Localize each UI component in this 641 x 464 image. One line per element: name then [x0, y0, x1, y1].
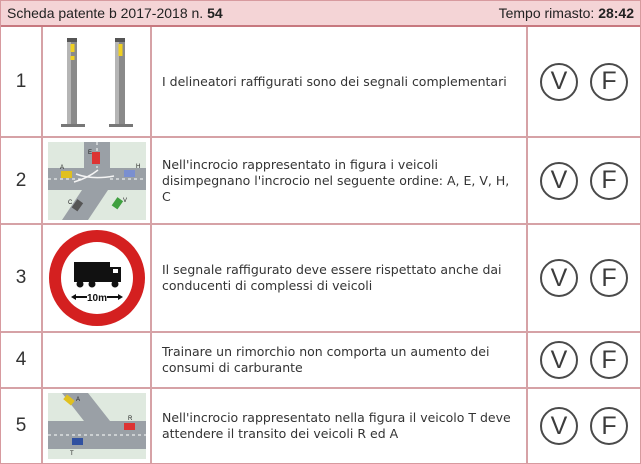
label-a: A	[59, 164, 64, 171]
intersection-diagram	[48, 393, 146, 459]
answer-true-button[interactable]: V	[540, 63, 578, 101]
label-v: V	[122, 197, 127, 204]
question-row	[1, 225, 640, 333]
sign-length-label: 10m	[86, 293, 107, 304]
intersection-diagram	[48, 142, 146, 220]
answer-buttons	[528, 27, 640, 136]
question-image-intersection	[43, 389, 152, 463]
question-row	[1, 27, 640, 138]
timer	[499, 5, 634, 21]
timer-value: 28:42	[598, 5, 634, 21]
answer-true-button[interactable]: V	[540, 162, 578, 200]
question-image-empty	[43, 333, 152, 387]
delineator-posts-image	[47, 30, 147, 134]
label-t: T	[69, 451, 74, 457]
question-image-sign	[43, 225, 152, 331]
vehicle-e-icon	[92, 152, 100, 164]
no-trucks-sign-icon	[47, 228, 147, 328]
delineator-left	[61, 38, 85, 127]
question-text: Il segnale raffigurato deve essere rispettato anche dai conducenti di complessi di veicoli	[152, 225, 528, 331]
label-h: H	[135, 163, 140, 170]
question-number: 4	[1, 333, 43, 387]
vehicle-h-icon	[124, 170, 135, 177]
delineator-right	[109, 38, 133, 127]
answer-false-button[interactable]: F	[590, 63, 628, 101]
question-image-delineators	[43, 27, 152, 136]
answer-buttons	[528, 138, 640, 223]
vehicle-t-icon	[72, 438, 83, 445]
answer-buttons	[528, 389, 640, 463]
vehicle-a-icon	[61, 171, 72, 178]
sheet-number: 54	[207, 5, 223, 21]
question-number: 2	[1, 138, 43, 223]
sheet-header	[1, 1, 640, 27]
answer-true-button[interactable]: V	[540, 407, 578, 445]
answer-true-button[interactable]: V	[540, 341, 578, 379]
label-a: A	[75, 397, 80, 403]
label-r: R	[127, 416, 132, 422]
answer-false-button[interactable]: F	[590, 259, 628, 297]
timer-label: Tempo rimasto:	[498, 5, 595, 21]
question-row	[1, 138, 640, 225]
question-text: Nell'incrocio rappresentato in figura i veicoli disimpegnano l'incrocio nel seguente ordine: A, E, V, H, C	[152, 138, 528, 223]
question-text: I delineatori raffigurati sono dei segnali complementari	[152, 27, 528, 136]
answer-false-button[interactable]: F	[590, 162, 628, 200]
question-number: 5	[1, 389, 43, 463]
label-e: E	[87, 149, 92, 156]
sheet-title: Scheda patente b 2017-2018 n. 54	[7, 5, 223, 21]
label-c: C	[67, 199, 72, 206]
answer-buttons	[528, 333, 640, 387]
question-row	[1, 389, 640, 463]
vehicle-r-icon	[124, 423, 135, 430]
question-number: 1	[1, 27, 43, 136]
answer-true-button[interactable]: V	[540, 259, 578, 297]
question-text: Nell'incrocio rappresentato nella figura il veicolo T deve attendere il transito dei veicoli R ed A	[152, 389, 528, 463]
question-number: 3	[1, 225, 43, 331]
question-row	[1, 333, 640, 389]
answer-false-button[interactable]: F	[590, 341, 628, 379]
answer-buttons	[528, 225, 640, 331]
answer-false-button[interactable]: F	[590, 407, 628, 445]
question-image-intersection	[43, 138, 152, 223]
question-text: Trainare un rimorchio non comporta un aumento dei consumi di carburante	[152, 333, 528, 387]
